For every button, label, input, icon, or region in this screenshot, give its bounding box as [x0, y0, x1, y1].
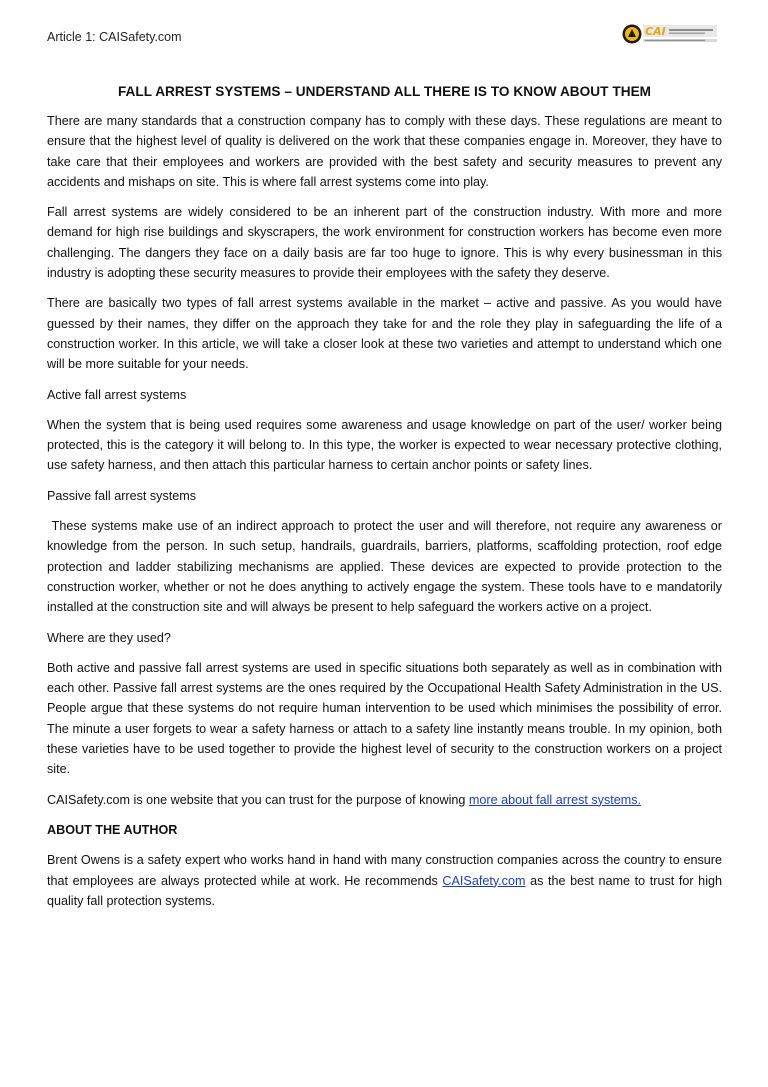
- paragraph-usage: Both active and passive fall arrest systems are used in specific situations both separately as well as in combination with each other. Passive fall arrest systems are the ones required by the Occupational Health Safety Administration in the US. People argue that these systems do not require human intervention to be used which minimises the possibility of error. The minute a user forgets to wear a safety harness or attach to a safety line instantly means trouble. In my opinion, both these varieties have to be used together to provide the highest level of security to the construction workers on a project site.: [47, 660, 722, 777]
- trust-text: CAISafety.com is one website that you can trust for the purpose of knowing: [47, 792, 469, 807]
- article-title: FALL ARREST SYSTEMS – UNDERSTAND ALL THERE IS TO KNOW ABOUT THEM: [117, 84, 652, 99]
- paragraph-passive: These systems make use of an indirect approach to protect the user and will therefore, not require any awareness or knowledge from the person. In such setup, handrails, guardrails, barriers, platforms, scaffolding protection, roof edge protection and ladder stabilizing mechanisms are applied. These devices are expected to provide protection to the construction worker, whether or not he does anything to actively engage the system. These tools have to e mandatorily installed at the construction site and will always be present to help safeguard the workers active on a project.: [47, 519, 726, 615]
- heading-active: Active fall arrest systems: [47, 387, 187, 402]
- caisafety-link[interactable]: CAISafety.com: [442, 873, 526, 888]
- svg-text:CAI: CAI: [645, 25, 666, 38]
- paragraph-types: There are basically two types of fall arrest systems available in the market – active and passive. As you would have guessed by their names, they differ on the approach they take for and the role they play in safeguarding the life of a construction worker. In this article, we will take a closer look at these two varieties and attempt to understand which one will be more suitable for your needs.: [47, 296, 722, 372]
- author-text-end: as the best name to trust for high quality fall protection systems.: [47, 873, 722, 908]
- heading-where: Where are they used?: [47, 630, 171, 645]
- heading-passive: Passive fall arrest systems: [47, 488, 197, 503]
- paragraph-intro: There are many standards that a construction company has to comply with these days. These regulations are meant to ensure that the highest level of quality is delivered on the work that these companies engage in. Moreover, they have to take care that their employees and workers are provided with the best safety and security measures to prevent any accidents and mishaps on site. This is where fall arrest systems come into play.: [47, 114, 722, 189]
- fall-arrest-link[interactable]: more about fall arrest systems.: [468, 792, 642, 807]
- paragraph-author: [47, 850, 722, 911]
- article-body: [47, 84, 726, 921]
- author-text: Brent Owens is a safety expert who works hand in hand with many construction companies across the country to ensure that employees are always protected while at work. He recommends: [47, 853, 722, 888]
- paragraph-industry: Fall arrest systems are widely considered to be an inherent part of the construction industry. With more and more demand for high rise buildings and skyscrapers, the work environment for construction workers has become even more challenging. The dangers they face on a daily basis are far too huge to ignore. This is why every businessman in this industry is adopting these security measures to provide their employees with the safety they deserve.: [47, 205, 722, 281]
- page-header: [47, 25, 723, 52]
- heading-author: ABOUT THE AUTHOR: [47, 822, 178, 837]
- cai-logo: [621, 22, 719, 46]
- paragraph-trust: [47, 790, 722, 810]
- paragraph-active: When the system that is being used requires some awareness and usage knowledge on part of the user/ worker being protected, this is the category it will belong to. In this type, the worker is expected to wear necessary protective clothing, use safety harness, and then attach this particular harness to certain anchor points or safety lines.: [47, 417, 722, 473]
- article-label: Article 1: CAISafety.com: [47, 30, 182, 44]
